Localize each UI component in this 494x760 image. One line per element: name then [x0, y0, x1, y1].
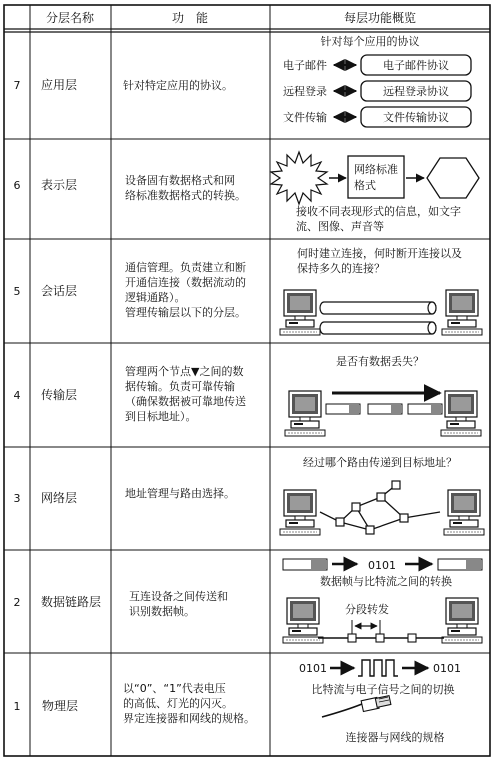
layer-7-num: 7 — [13, 79, 21, 92]
layer-5-func-3: 管理传输层以下的分层。 — [125, 306, 246, 319]
transport-caption: 是否有数据丢失？ — [336, 355, 424, 368]
application-layer-diagram — [283, 34, 471, 127]
layer-1-num: 1 — [13, 700, 21, 713]
layer-4-func-1: 据传输。负责可靠传输 — [125, 380, 235, 393]
presentation-caption-1: 流、图像、声音等 — [296, 220, 384, 233]
function-column — [123, 78, 255, 725]
layer-2-num: 2 — [13, 596, 21, 609]
layer-4-func-0: 管理两个节点▼之间的数 — [125, 365, 244, 378]
data-frame-icon — [283, 559, 327, 570]
computer-icon — [280, 490, 320, 535]
app-protocol-title: 针对每个应用的协议 — [320, 35, 420, 48]
layer-1-name: 物理层 — [41, 699, 79, 713]
hexagon-icon — [427, 158, 479, 198]
network-format-line-0: 网络标准 — [354, 163, 398, 176]
layer-4-func-2: （确保数据被可靠地传送 — [125, 395, 246, 408]
layer-4-func-3: 到目标地址）。 — [125, 410, 197, 423]
layer-2-name: 数据链路层 — [40, 595, 102, 609]
computer-icon — [441, 391, 481, 436]
layer-numbers — [14, 79, 21, 713]
computer-icon — [283, 598, 323, 643]
header-col-overview: 每层功能概览 — [343, 11, 417, 25]
layer-1-func-2: 界定连接器和网线的规格。 — [123, 712, 255, 725]
header-col-name: 分层名称 — [45, 11, 95, 25]
transport-layer-diagram — [285, 354, 481, 436]
app-protocol-label-0: 电子邮件协议 — [383, 59, 449, 72]
starburst-icon — [271, 152, 327, 204]
data-packet-icon — [326, 404, 442, 414]
layer-5-num: 5 — [13, 285, 21, 298]
layer-6-func-0: 设备固有数据格式和网 — [125, 174, 235, 187]
square-wave-icon — [358, 660, 398, 676]
layer-7-func-0: 针对特定应用的协议。 — [123, 79, 233, 92]
layer-3-name: 网络层 — [40, 491, 78, 505]
layer-3-func-0: 地址管理与路由选择。 — [125, 487, 235, 500]
header-col-func: 功 能 — [171, 11, 209, 25]
presentation-layer-diagram — [271, 152, 479, 233]
connector-cable-icon — [322, 696, 391, 717]
network-caption: 经过哪个路由传递到目标地址？ — [303, 456, 457, 469]
layer-6-name: 表示层 — [40, 178, 78, 192]
physical-caption-2: 连接器与网线的规格 — [345, 731, 445, 744]
datalink-caption: 数据帧与比特流之间的转换 — [320, 575, 452, 588]
datalink-layer-diagram — [283, 559, 482, 643]
app-left-label-1: 远程登录 — [283, 85, 327, 98]
session-caption-1: 保持多久的连接？ — [297, 262, 385, 275]
layer-6-num: 6 — [13, 179, 21, 192]
layer-2-func-1: 识别数据帧。 — [129, 605, 195, 618]
app-protocol-label-1: 远程登录协议 — [383, 85, 449, 98]
layer-3-num: 3 — [13, 492, 21, 505]
segment-forward-label: 分段转发 — [345, 603, 389, 616]
network-layer-diagram — [280, 455, 484, 535]
datalink-bits: 0101 — [368, 559, 396, 572]
data-frame-icon — [438, 559, 482, 570]
layer-1-func-1: 的高低、灯光的闪灭。 — [123, 697, 233, 710]
physical-layer-diagram — [299, 660, 461, 744]
layer-7-name: 应用层 — [40, 78, 78, 92]
computer-icon — [442, 598, 482, 643]
computer-icon — [442, 290, 482, 335]
connection-pipe-icon — [320, 302, 436, 334]
session-layer-diagram — [280, 246, 482, 335]
physical-caption: 比特流与电子信号之间的切换 — [311, 683, 455, 696]
layer-4-num: 4 — [13, 389, 21, 402]
layer-5-func-1: 开通信连接（数据流动的 — [125, 276, 246, 289]
computer-icon — [444, 490, 484, 535]
router-node-icon — [336, 481, 408, 534]
layer-1-func-0: 以“0”、“1”代表电压 — [123, 682, 226, 695]
network-format-line-1: 格式 — [354, 179, 376, 192]
layer-4-name: 传输层 — [40, 388, 78, 402]
app-protocol-label-2: 文件传输协议 — [383, 111, 449, 124]
computer-icon — [285, 391, 325, 436]
physical-bits-right: 0101 — [433, 662, 461, 675]
presentation-caption-0: 接收不同表现形式的信息，如文字 — [296, 205, 461, 218]
physical-bits-left: 0101 — [299, 662, 327, 675]
app-left-label-0: 电子邮件 — [283, 59, 327, 72]
layer-names — [41, 77, 101, 713]
session-caption-0: 何时建立连接，何时断开连接以及 — [297, 247, 462, 260]
layer-5-func-0: 通信管理。负责建立和断 — [125, 261, 246, 274]
layer-5-func-2: 逻辑通路）。 — [125, 291, 186, 304]
layer-2-func-0: 互连设备之间传送和 — [129, 590, 228, 603]
layer-5-name: 会话层 — [40, 284, 78, 298]
app-left-label-2: 文件传输 — [283, 111, 327, 124]
computer-icon — [280, 290, 320, 335]
layer-6-func-1: 络标准数据格式的转换。 — [125, 189, 246, 202]
